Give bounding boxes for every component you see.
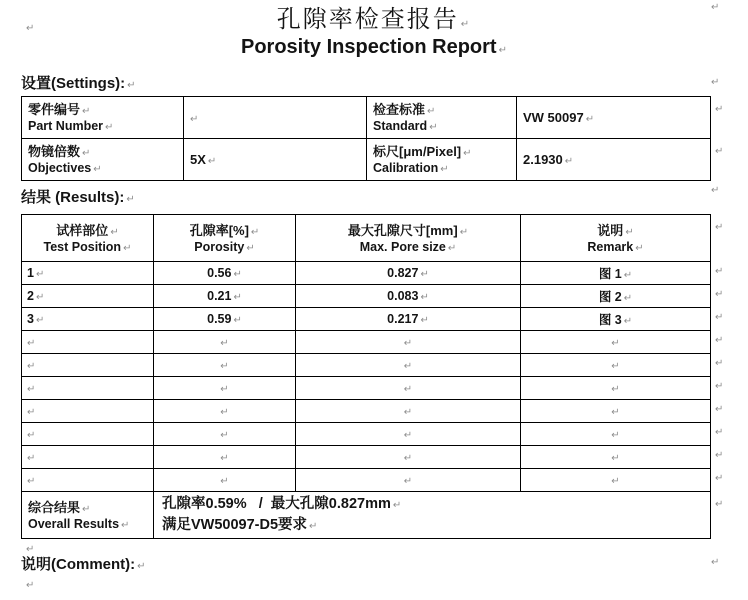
empty-cell [22,354,154,377]
paragraph-mark: ↵ [711,557,720,568]
row-end-mark: ↵ [715,404,724,415]
empty-cell [154,423,296,446]
paragraph-mark: ↵ [611,430,620,441]
empty-cell [521,469,711,492]
paragraph-mark: ↵ [429,122,438,133]
results-empty-row [22,469,711,492]
paragraph-mark: ↵ [26,580,35,591]
col-header-test-position [22,215,154,262]
paragraph-mark: ↵ [403,407,413,418]
empty-cell [154,400,296,423]
paragraph-mark: ↵ [126,194,135,205]
cell-max-pore [296,262,521,285]
header-text: Porosity [194,239,245,254]
paragraph-mark: ↵ [27,476,36,487]
label-text: 零件编号 [28,102,81,117]
standard-label-en [373,118,516,134]
objectives-label-cell [22,139,184,181]
paragraph-mark: ↵ [82,148,91,159]
empty-paragraph [21,577,748,590]
paragraph-mark: ↵ [420,315,429,326]
cell-text: 0.827 [387,266,419,280]
objectives-label-en [28,160,183,176]
paragraph-mark: ↵ [440,164,449,175]
paragraph-mark: ↵ [220,476,229,487]
paragraph-mark: ↵ [585,114,595,125]
paragraph-mark: ↵ [611,338,620,349]
header-text: 孔隙率[%] [189,222,249,238]
cell-text: 0.56 [207,266,232,280]
paragraph-mark: ↵ [246,242,255,254]
calibration-label-cell [367,139,517,181]
paragraph-mark: ↵ [121,519,130,531]
paragraph-mark: ↵ [403,361,413,372]
results-empty-row [22,377,711,400]
paragraph-mark: ↵ [403,430,413,441]
paragraph-mark: ↵ [220,338,229,349]
empty-cell [521,377,711,400]
paragraph-mark: ↵ [711,77,720,88]
paragraph-mark: ↵ [635,242,644,254]
cell-remark [521,285,711,308]
paragraph-mark: ↵ [35,315,45,326]
empty-cell [154,446,296,469]
header-text: 最大孔隙尺寸[mm] [347,222,458,238]
overall-result-line-2 [162,515,710,536]
paragraph-mark: ↵ [564,156,574,167]
calibration-label-cn [373,143,516,160]
paragraph-mark: ↵ [233,292,242,303]
settings-heading [21,74,748,94]
settings-row-1 [22,97,711,139]
paragraph-mark: ↵ [611,384,620,395]
col-header-en [296,239,520,255]
cell-text: 0.083 [387,289,419,303]
col-header-remark [521,215,711,262]
row-end-mark: ↵ [715,335,724,346]
document-content [0,74,748,590]
empty-cell [154,331,296,354]
paragraph-mark: ↵ [460,19,472,30]
paragraph-mark: ↵ [35,269,45,280]
objectives-value-cell [184,139,367,181]
overall-results-row [22,492,711,539]
paragraph-mark: ↵ [611,407,620,418]
header-text: Test Position [43,239,122,254]
part-number-value-cell [184,97,367,139]
paragraph-mark: ↵ [137,561,146,572]
paragraph-mark: ↵ [233,315,242,326]
col-header-porosity [154,215,296,262]
paragraph-mark: ↵ [220,384,229,395]
header-text: Remark [587,239,634,254]
cell-porosity [154,285,296,308]
paragraph-mark: ↵ [498,45,507,56]
cell-position [22,262,154,285]
empty-cell [296,354,521,377]
row-end-mark: ↵ [715,222,724,233]
empty-cell [521,400,711,423]
empty-cell [22,446,154,469]
standard-value-cell [517,97,711,139]
row-end-mark: ↵ [715,146,724,157]
empty-cell [22,377,154,400]
comment-heading [21,555,748,575]
paragraph-mark: ↵ [711,2,720,13]
report-title-cn [0,2,748,34]
paragraph-mark: ↵ [427,106,436,117]
paragraph-mark: ↵ [625,226,634,238]
cell-max-pore [296,285,521,308]
overall-label-en [28,516,153,532]
empty-cell [22,469,154,492]
report-title-en [0,34,748,61]
overall-result-line-1 [162,494,710,515]
results-table-wrap [21,214,724,539]
label-text: Overall Results [28,516,120,531]
paragraph-mark: ↵ [463,148,472,159]
cell-position [22,308,154,331]
results-row-2 [22,285,711,308]
cell-text: 图 3 [598,313,622,327]
paragraph-mark: ↵ [220,430,229,441]
results-empty-row [22,331,711,354]
row-end-mark: ↵ [715,266,724,277]
paragraph-mark: ↵ [447,242,457,254]
paragraph-mark: ↵ [623,293,633,304]
empty-cell [154,469,296,492]
results-empty-row [22,354,711,377]
empty-cell [296,331,521,354]
part-number-label-cn [28,101,183,118]
part-number-label-cell [22,97,184,139]
col-header-en [22,239,153,255]
col-header-cn [521,222,710,239]
paragraph-mark: ↵ [105,122,114,133]
cell-remark [521,262,711,285]
cell-text: 0.217 [387,312,419,326]
cell-text: 图 2 [598,290,622,304]
settings-table-wrap [21,96,724,181]
cell-text: 1 [27,266,34,280]
paragraph-mark: ↵ [623,270,633,281]
paragraph-mark: ↵ [611,453,620,464]
results-empty-rows [22,331,711,492]
col-header-cn [22,222,153,239]
paragraph-mark: ↵ [392,500,402,511]
paragraph-mark: ↵ [623,316,633,327]
paragraph-mark: ↵ [611,476,620,487]
overall-text: 满足VW50097-D5要求 [162,517,308,533]
cell-text: 2 [27,289,34,303]
empty-cell [154,377,296,400]
results-row-1 [22,262,711,285]
paragraph-mark: ↵ [27,407,36,418]
label-text: Standard [373,119,428,133]
row-end-mark: ↵ [715,358,724,369]
paragraph-mark: ↵ [420,269,429,280]
paragraph-mark: ↵ [35,292,45,303]
objectives-label-cn [28,143,183,160]
col-header-en [154,239,295,255]
label-text: Objectives [28,161,92,175]
results-empty-row [22,446,711,469]
paragraph-mark: ↵ [93,164,102,175]
label-text: Part Number [28,119,104,133]
paragraph-mark: ↵ [233,269,242,280]
label-text: 检查标准 [373,102,426,117]
standard-label-cn [373,101,516,118]
empty-cell [296,377,521,400]
paragraph-mark: ↵ [82,106,91,117]
results-heading [21,185,748,208]
paragraph-mark: ↵ [459,226,469,238]
comment-heading-text: 说明(Comment): [21,556,136,573]
paragraph-mark: ↵ [220,361,229,372]
col-header-cn [296,222,520,239]
row-end-mark: ↵ [715,312,724,323]
empty-cell [154,354,296,377]
standard-value: VW 50097 [523,110,584,125]
paragraph-mark: ↵ [190,114,199,125]
standard-label-cell [367,97,517,139]
paragraph-mark: ↵ [26,23,35,34]
col-header-cn [154,222,295,239]
empty-cell [521,331,711,354]
overall-label-cn [28,499,153,516]
results-header-row [22,215,711,262]
paragraph-mark: ↵ [220,453,229,464]
settings-table [21,96,711,181]
results-row-3 [22,308,711,331]
row-end-mark: ↵ [715,104,724,115]
calibration-value: 2.1930 [523,152,563,167]
paragraph-mark: ↵ [27,384,36,395]
paragraph-mark: ↵ [123,242,132,254]
part-number-label-en [28,118,183,134]
empty-cell [22,423,154,446]
cell-porosity [154,308,296,331]
paragraph-mark: ↵ [82,503,91,515]
row-end-mark: ↵ [715,381,724,392]
results-empty-row [22,400,711,423]
cell-text: 图 1 [598,267,622,281]
paragraph-mark: ↵ [27,338,36,349]
paragraph-mark: ↵ [309,521,318,532]
cell-remark [521,308,711,331]
paragraph-mark: ↵ [403,384,413,395]
paragraph-mark: ↵ [207,156,217,167]
header-text: 说明 [597,222,624,238]
results-heading-text: 结果 (Results): [21,189,125,206]
report-title-cn-text: 孔隙率检查报告 [276,5,459,33]
overall-results-value-cell [154,492,711,539]
header-text: Max. Pore size [359,239,446,254]
results-empty-row [22,423,711,446]
cell-text: 0.21 [207,289,232,303]
label-text: 综合结果 [28,499,81,515]
paragraph-mark: ↵ [27,361,36,372]
paragraph-mark: ↵ [403,453,413,464]
settings-heading-text: 设置(Settings): [21,75,126,92]
empty-cell [296,446,521,469]
row-end-mark: ↵ [715,289,724,300]
row-end-mark: ↵ [715,473,724,484]
objectives-value: 5X [190,152,206,167]
overall-text: 孔隙率0.59% / 最大孔隙0.827mm [162,496,391,512]
overall-results-label-cell [22,492,154,539]
empty-cell [296,469,521,492]
paragraph-mark: ↵ [127,80,136,91]
empty-cell [22,400,154,423]
results-table [21,214,711,539]
paragraph-mark: ↵ [250,226,260,238]
row-end-mark: ↵ [715,499,724,510]
cell-porosity [154,262,296,285]
paragraph-mark: ↵ [27,453,36,464]
cell-text: 0.59 [207,312,232,326]
report-title-en-text: Porosity Inspection Report [241,36,497,58]
empty-cell [22,331,154,354]
cell-max-pore [296,308,521,331]
cell-text: 3 [27,312,34,326]
empty-cell [521,354,711,377]
row-end-mark: ↵ [715,450,724,461]
paragraph-mark: ↵ [27,430,36,441]
empty-cell [296,400,521,423]
label-text: 标尺[μm/Pixel] [373,144,462,159]
paragraph-mark: ↵ [403,338,413,349]
empty-cell [521,423,711,446]
empty-paragraph [21,541,748,554]
row-end-mark: ↵ [715,427,724,438]
empty-cell [521,446,711,469]
paragraph-mark: ↵ [711,185,720,196]
paragraph-mark: ↵ [110,226,119,238]
paragraph-mark: ↵ [220,407,229,418]
settings-row-2 [22,139,711,181]
col-header-max-pore-size [296,215,521,262]
paragraph-mark: ↵ [403,476,413,487]
col-header-en [521,239,710,255]
cell-position [22,285,154,308]
label-text: 物镜倍数 [28,144,81,159]
calibration-value-cell [517,139,711,181]
paragraph-mark: ↵ [611,361,620,372]
paragraph-mark: ↵ [420,292,429,303]
empty-cell [296,423,521,446]
label-text: Calibration [373,161,439,175]
header-text: 试样部位 [56,222,109,238]
calibration-label-en [373,160,516,176]
paragraph-mark: ↵ [26,544,35,555]
